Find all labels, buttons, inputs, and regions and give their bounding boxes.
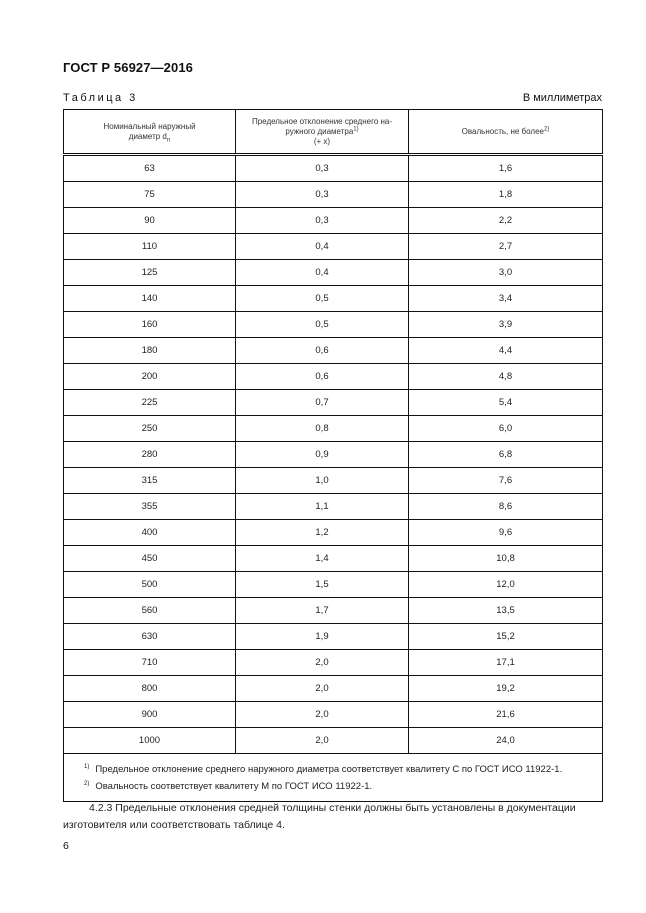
cell-ovality: 3,4 — [409, 286, 603, 312]
table-row — [64, 520, 603, 546]
cell-nominal-diameter: 75 — [64, 182, 236, 208]
header-deviation — [236, 110, 409, 155]
cell-deviation: 0,6 — [236, 364, 409, 390]
table-row — [64, 468, 603, 494]
cell-nominal-diameter: 225 — [64, 390, 236, 416]
cell-nominal-diameter: 400 — [64, 520, 236, 546]
cell-nominal-diameter: 1000 — [64, 728, 236, 754]
header-text: Овальность, не более — [461, 126, 544, 136]
cell-ovality: 19,2 — [409, 676, 603, 702]
cell-nominal-diameter: 200 — [64, 364, 236, 390]
subscript: n — [166, 137, 171, 144]
cell-ovality: 5,4 — [409, 390, 603, 416]
cell-ovality: 3,0 — [409, 260, 603, 286]
header-text: Номинальный наружный — [103, 121, 196, 131]
paragraph-text: 4.2.3 Предельные отклонения средней толщины стенки должны быть установлены в документации изготовителя или соответствовать таблице 4. — [63, 802, 576, 831]
cell-deviation: 1,7 — [236, 598, 409, 624]
cell-nominal-diameter: 630 — [64, 624, 236, 650]
cell-ovality: 2,7 — [409, 234, 603, 260]
table-row — [64, 728, 603, 754]
table-row — [64, 650, 603, 676]
cell-ovality: 8,6 — [409, 494, 603, 520]
footnote-ref: 1) — [353, 125, 359, 132]
cell-nominal-diameter: 710 — [64, 650, 236, 676]
table-row — [64, 260, 603, 286]
table-row — [64, 182, 603, 208]
table-row — [64, 598, 603, 624]
cell-deviation: 0,3 — [236, 182, 409, 208]
cell-nominal-diameter: 280 — [64, 442, 236, 468]
paragraph-4-2-3 — [63, 800, 603, 834]
footnote-text: Предельное отклонение среднего наружного диаметра соответствует квалитету С по ГОСТ ИСО 11922-1. — [95, 764, 563, 776]
table-row — [64, 624, 603, 650]
table-row — [64, 676, 603, 702]
cell-nominal-diameter: 250 — [64, 416, 236, 442]
table-header-row — [64, 110, 603, 155]
page-number: 6 — [63, 840, 69, 852]
cell-deviation: 0,4 — [236, 234, 409, 260]
header-text: ружного диаметра — [285, 126, 354, 136]
cell-deviation: 1,1 — [236, 494, 409, 520]
cell-ovality: 12,0 — [409, 572, 603, 598]
cell-deviation: 0,4 — [236, 260, 409, 286]
table-row — [64, 286, 603, 312]
cell-ovality: 10,8 — [409, 546, 603, 572]
cell-deviation: 0,8 — [236, 416, 409, 442]
table-row — [64, 494, 603, 520]
cell-ovality: 21,6 — [409, 702, 603, 728]
cell-nominal-diameter: 110 — [64, 234, 236, 260]
table-row — [64, 442, 603, 468]
cell-ovality: 9,6 — [409, 520, 603, 546]
cell-ovality: 13,5 — [409, 598, 603, 624]
table-row — [64, 338, 603, 364]
footnote-text: Овальность соответствует квалитету М по ГОСТ ИСО 11922-1. — [95, 781, 373, 793]
cell-deviation: 1,5 — [236, 572, 409, 598]
cell-deviation: 0,5 — [236, 312, 409, 338]
table-row — [64, 416, 603, 442]
cell-deviation: 0,9 — [236, 442, 409, 468]
table-row — [64, 364, 603, 390]
table-row — [64, 390, 603, 416]
cell-nominal-diameter: 63 — [64, 155, 236, 182]
footnote — [84, 760, 602, 777]
header-text: диаметр d — [128, 131, 167, 141]
cell-ovality: 3,9 — [409, 312, 603, 338]
cell-ovality: 1,8 — [409, 182, 603, 208]
footnote-mark: 1) — [84, 764, 90, 770]
header-nominal-diameter — [64, 110, 236, 155]
cell-ovality: 4,8 — [409, 364, 603, 390]
cell-ovality: 4,4 — [409, 338, 603, 364]
cell-deviation: 0,5 — [236, 286, 409, 312]
cell-ovality: 7,6 — [409, 468, 603, 494]
cell-deviation: 1,9 — [236, 624, 409, 650]
cell-deviation: 0,7 — [236, 390, 409, 416]
table-row — [64, 702, 603, 728]
cell-deviation: 2,0 — [236, 676, 409, 702]
cell-nominal-diameter: 125 — [64, 260, 236, 286]
cell-nominal-diameter: 140 — [64, 286, 236, 312]
table-3 — [63, 109, 602, 802]
table-row — [64, 155, 603, 182]
cell-deviation: 2,0 — [236, 728, 409, 754]
table-row — [64, 208, 603, 234]
table-row — [64, 234, 603, 260]
cell-nominal-diameter: 900 — [64, 702, 236, 728]
footnote-mark: 2) — [84, 781, 90, 788]
cell-ovality: 24,0 — [409, 728, 603, 754]
cell-nominal-diameter: 560 — [64, 598, 236, 624]
units-label: В миллиметрах — [522, 92, 602, 104]
cell-ovality: 2,2 — [409, 208, 603, 234]
cell-nominal-diameter: 160 — [64, 312, 236, 338]
table-row — [64, 546, 603, 572]
cell-deviation: 2,0 — [236, 702, 409, 728]
cell-nominal-diameter: 315 — [64, 468, 236, 494]
footnote — [84, 777, 602, 794]
header-text: (+ x) — [313, 136, 331, 146]
cell-ovality: 15,2 — [409, 624, 603, 650]
footnote-ref: 2) — [543, 125, 550, 132]
cell-deviation: 0,6 — [236, 338, 409, 364]
cell-deviation: 0,3 — [236, 155, 409, 182]
header-text: Предельное отклонение среднего на- — [251, 116, 393, 126]
cell-nominal-diameter: 450 — [64, 546, 236, 572]
cell-deviation: 1,4 — [236, 546, 409, 572]
cell-nominal-diameter: 180 — [64, 338, 236, 364]
cell-nominal-diameter: 800 — [64, 676, 236, 702]
cell-deviation: 2,0 — [236, 650, 409, 676]
cell-ovality: 6,8 — [409, 442, 603, 468]
cell-nominal-diameter: 500 — [64, 572, 236, 598]
header-ovality — [409, 110, 603, 155]
cell-nominal-diameter: 355 — [64, 494, 236, 520]
cell-nominal-diameter: 90 — [64, 208, 236, 234]
cell-deviation: 1,0 — [236, 468, 409, 494]
table-row — [64, 312, 603, 338]
cell-ovality: 1,6 — [409, 155, 603, 182]
data-table — [63, 109, 603, 754]
table-footnotes — [63, 754, 603, 802]
cell-deviation: 1,2 — [236, 520, 409, 546]
table-label: Таблица 3 — [63, 92, 138, 104]
cell-ovality: 6,0 — [409, 416, 603, 442]
document-code: ГОСТ Р 56927—2016 — [63, 60, 193, 75]
cell-ovality: 17,1 — [409, 650, 603, 676]
table-row — [64, 572, 603, 598]
cell-deviation: 0,3 — [236, 208, 409, 234]
